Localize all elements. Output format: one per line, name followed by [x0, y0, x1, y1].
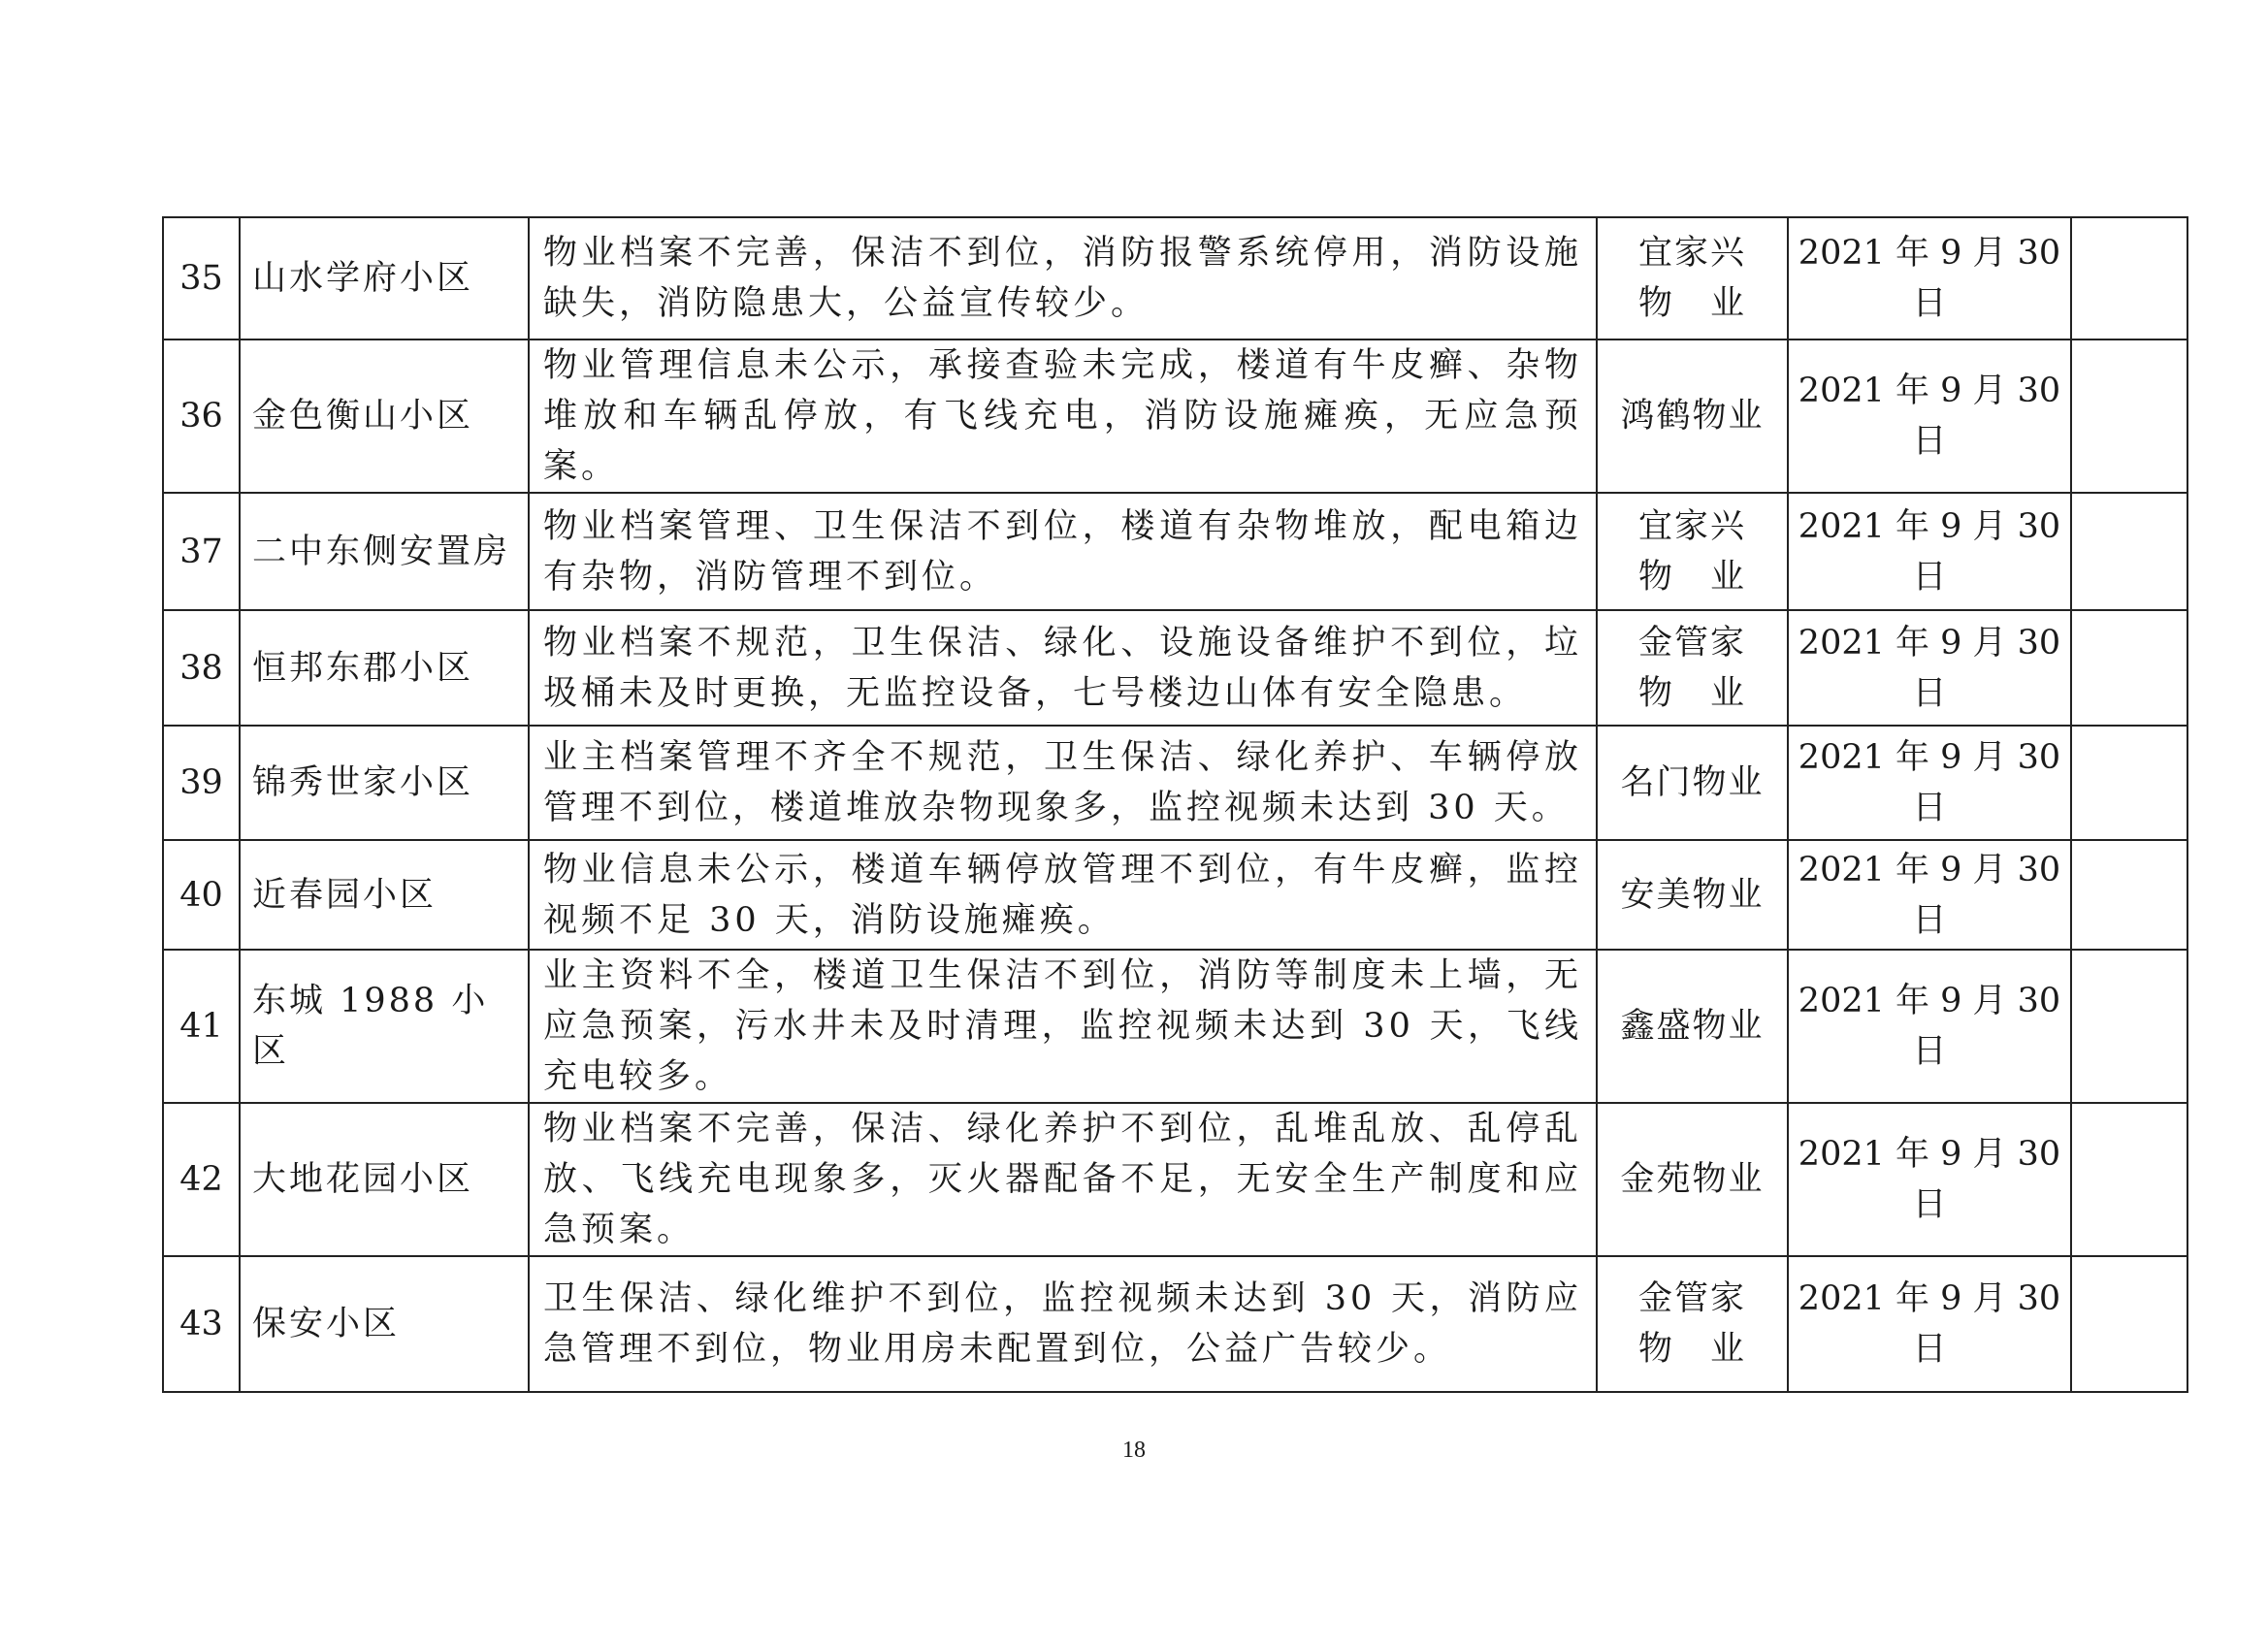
- company-name-line: 金管家: [1637, 623, 1746, 663]
- issue-description: 物业管理信息未公示，承接查验未完成，楼道有牛皮癣、杂物堆放和车辆乱停放，有飞线充电，消防设施瘫痪，无应急预案。: [529, 340, 1597, 493]
- company-name-line: 鑫盛物业: [1620, 1007, 1765, 1046]
- deadline-date: 2021 年 9 月 30 日: [1788, 1256, 2071, 1392]
- row-number: 38: [163, 610, 240, 726]
- company-name-line: 金管家: [1637, 1279, 1746, 1318]
- issue-description: 业主档案管理不齐全不规范，卫生保洁、绿化养护、车辆停放管理不到位，楼道堆放杂物现象多，监控视频未达到 30 天。: [529, 726, 1597, 840]
- company-name-line: 物 业: [1637, 284, 1746, 323]
- company-name-line: 金苑物业: [1620, 1160, 1765, 1199]
- community-name: 保安小区: [240, 1256, 529, 1392]
- remarks-cell: [2071, 726, 2187, 840]
- row-number: 42: [163, 1103, 240, 1256]
- issue-description: 物业档案不完善，保洁、绿化养护不到位，乱堆乱放、乱停乱放、飞线充电现象多，灭火器配备不足，无安全生产制度和应急预案。: [529, 1103, 1597, 1256]
- community-name: 大地花园小区: [240, 1103, 529, 1256]
- community-name: 近春园小区: [240, 840, 529, 950]
- property-company: [1597, 950, 1788, 1103]
- issue-description: 物业档案管理、卫生保洁不到位，楼道有杂物堆放，配电箱边有杂物，消防管理不到位。: [529, 493, 1597, 610]
- row-number: 37: [163, 493, 240, 610]
- row-number: 35: [163, 217, 240, 340]
- property-company: [1597, 726, 1788, 840]
- deadline-date: 2021 年 9 月 30 日: [1788, 340, 2071, 493]
- row-number: 39: [163, 726, 240, 840]
- remarks-cell: [2071, 217, 2187, 340]
- property-company: [1597, 217, 1788, 340]
- table-row: [163, 1256, 2187, 1392]
- remarks-cell: [2071, 340, 2187, 493]
- property-company: [1597, 1103, 1788, 1256]
- community-name: 金色衡山小区: [240, 340, 529, 493]
- table-row: [163, 1103, 2187, 1256]
- rectification-table: [162, 216, 2188, 1393]
- property-company: [1597, 840, 1788, 950]
- table-row: [163, 340, 2187, 493]
- company-name-line: 宜家兴: [1637, 506, 1746, 546]
- remarks-cell: [2071, 610, 2187, 726]
- deadline-date: 2021 年 9 月 30 日: [1788, 610, 2071, 726]
- community-name: 恒邦东郡小区: [240, 610, 529, 726]
- deadline-date: 2021 年 9 月 30 日: [1788, 950, 2071, 1103]
- issue-description: 物业档案不规范，卫生保洁、绿化、设施设备维护不到位，垃圾桶未及时更换，无监控设备，七号楼边山体有安全隐患。: [529, 610, 1597, 726]
- remarks-cell: [2071, 493, 2187, 610]
- issue-description: 物业信息未公示，楼道车辆停放管理不到位，有牛皮癣，监控视频不足 30 天，消防设施瘫痪。: [529, 840, 1597, 950]
- table-row: [163, 493, 2187, 610]
- company-name-line: 安美物业: [1620, 875, 1765, 915]
- property-company: [1597, 610, 1788, 726]
- remarks-cell: [2071, 1103, 2187, 1256]
- company-name-line: 物 业: [1637, 557, 1746, 597]
- community-name: 山水学府小区: [240, 217, 529, 340]
- issue-description: 业主资料不全，楼道卫生保洁不到位，消防等制度未上墙，无应急预案，污水井未及时清理，监控视频未达到 30 天，飞线充电较多。: [529, 950, 1597, 1103]
- table-row: [163, 840, 2187, 950]
- remarks-cell: [2071, 1256, 2187, 1392]
- row-number: 36: [163, 340, 240, 493]
- company-name-line: 物 业: [1637, 673, 1746, 713]
- issue-description: 物业档案不完善，保洁不到位，消防报警系统停用，消防设施缺失，消防隐患大，公益宣传较少。: [529, 217, 1597, 340]
- row-number: 41: [163, 950, 240, 1103]
- community-name: 二中东侧安置房: [240, 493, 529, 610]
- deadline-date: 2021 年 9 月 30 日: [1788, 493, 2071, 610]
- property-company: [1597, 1256, 1788, 1392]
- remarks-cell: [2071, 840, 2187, 950]
- table-row: [163, 950, 2187, 1103]
- company-name-line: 鸿鹤物业: [1620, 397, 1765, 436]
- deadline-date: 2021 年 9 月 30 日: [1788, 726, 2071, 840]
- company-name-line: 宜家兴: [1637, 234, 1746, 273]
- deadline-date: 2021 年 9 月 30 日: [1788, 1103, 2071, 1256]
- row-number: 40: [163, 840, 240, 950]
- community-name: 东城 1988 小区: [240, 950, 529, 1103]
- company-name-line: 名门物业: [1620, 763, 1765, 802]
- remarks-cell: [2071, 950, 2187, 1103]
- table-row: [163, 217, 2187, 340]
- issue-description: 卫生保洁、绿化维护不到位，监控视频未达到 30 天，消防应急管理不到位，物业用房未配置到位，公益广告较少。: [529, 1256, 1597, 1392]
- property-company: [1597, 340, 1788, 493]
- row-number: 43: [163, 1256, 240, 1392]
- deadline-date: 2021 年 9 月 30 日: [1788, 840, 2071, 950]
- deadline-date: 2021 年 9 月 30 日: [1788, 217, 2071, 340]
- company-name-line: 物 业: [1637, 1330, 1746, 1369]
- property-company: [1597, 493, 1788, 610]
- community-name: 锦秀世家小区: [240, 726, 529, 840]
- page-number: 18: [1122, 1438, 1146, 1463]
- table-row: [163, 726, 2187, 840]
- table-row: [163, 610, 2187, 726]
